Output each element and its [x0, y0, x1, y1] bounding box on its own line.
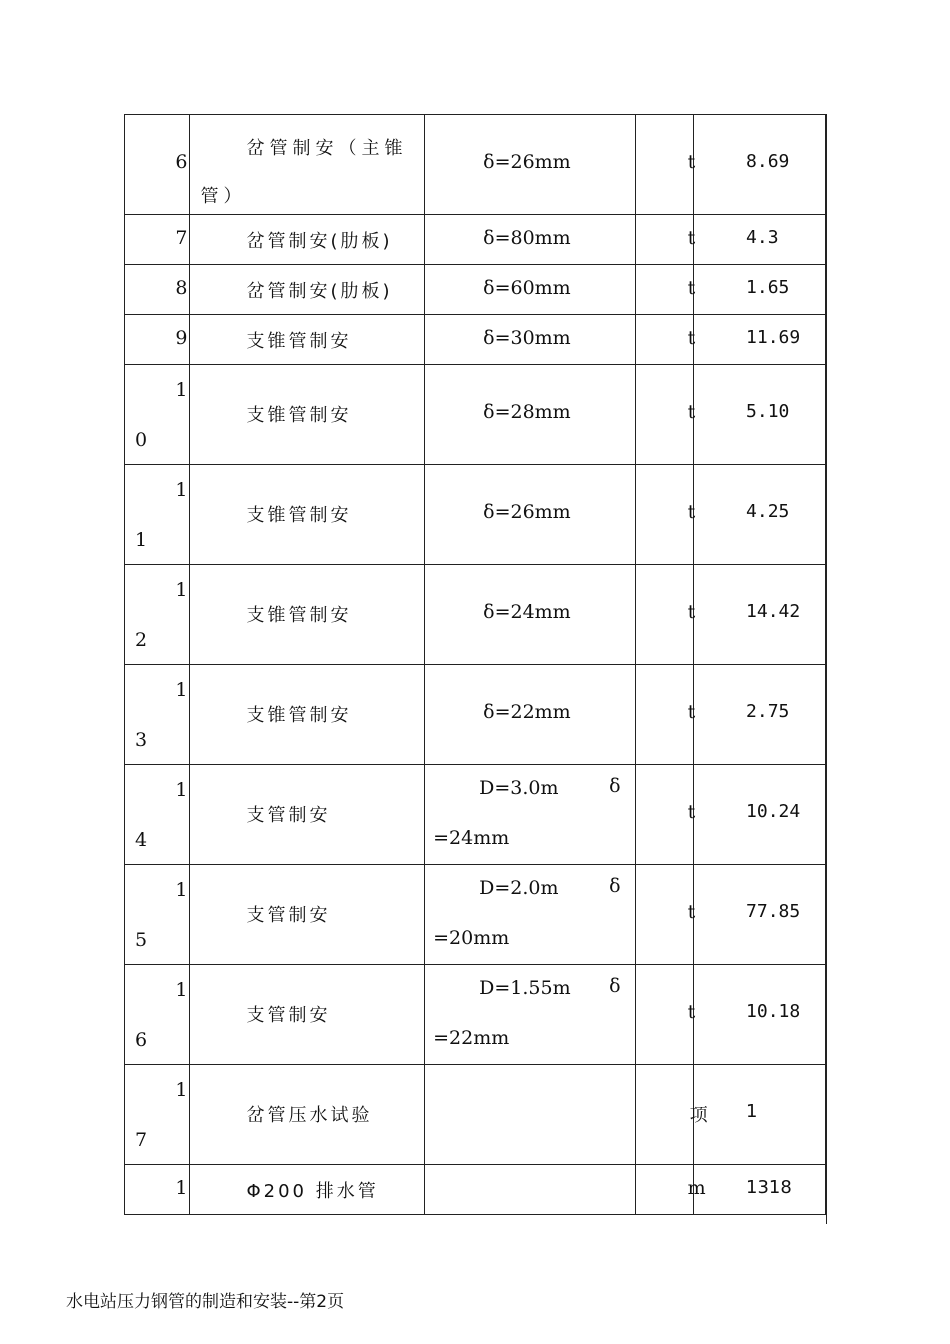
item-value: 14.42 [746, 601, 801, 622]
item-number-line1: 1 [175, 1079, 188, 1101]
item-name: 支锥管制安 [246, 705, 352, 726]
item-number-line2: 2 [135, 629, 148, 651]
item-number: 1 [175, 1177, 188, 1199]
item-number-line2: 4 [135, 829, 148, 851]
item-value: 2.75 [746, 701, 790, 722]
item-value: 11.69 [746, 327, 801, 348]
item-name: 岔管制安（主锥管） [200, 138, 408, 207]
item-number-line1: 1 [175, 679, 188, 701]
table-row [125, 965, 826, 1065]
item-spec-thickness: =24mm [433, 827, 510, 849]
item-spec: δ=22mm [483, 701, 571, 723]
item-unit: t [687, 277, 696, 299]
item-spec: δ=28mm [483, 401, 571, 423]
item-value: 4.3 [746, 227, 779, 248]
table-row [125, 1165, 826, 1215]
item-unit: t [687, 801, 696, 823]
item-number: 7 [175, 227, 188, 249]
item-value: 10.24 [746, 801, 801, 822]
item-value: 1.65 [746, 277, 790, 298]
table-row [125, 115, 826, 215]
table-row [125, 215, 826, 265]
page-footer: 水电站压力钢管的制造和安装--第2页 [66, 1292, 345, 1312]
item-spec-delta: δ [609, 775, 621, 797]
item-spec-diameter: D=3.0m [479, 777, 559, 799]
item-value: 1318 [746, 1177, 792, 1198]
item-unit: t [687, 151, 696, 173]
item-spec-diameter: D=1.55m [479, 977, 571, 999]
item-unit: t [687, 501, 696, 523]
table-row [125, 465, 826, 565]
item-number-line1: 1 [175, 879, 188, 901]
item-number: 6 [175, 151, 188, 173]
item-spec-thickness: =22mm [433, 1027, 510, 1049]
item-number: 8 [175, 277, 188, 299]
item-spec: δ=24mm [483, 601, 571, 623]
table-row [125, 315, 826, 365]
item-spec: δ=26mm [483, 501, 571, 523]
item-name: Φ200 排水管 [246, 1181, 379, 1202]
item-name: 岔管制安(肋板) [246, 231, 393, 252]
table-row [125, 665, 826, 765]
item-value: 8.69 [746, 151, 790, 172]
item-number-line1: 1 [175, 479, 188, 501]
table-row [125, 365, 826, 465]
item-number-line2: 5 [135, 929, 148, 951]
item-name: 支管制安 [246, 805, 331, 826]
item-unit: t [687, 401, 696, 423]
table-row [125, 265, 826, 315]
item-number-line1: 1 [175, 979, 188, 1001]
item-unit: t [687, 601, 696, 623]
item-name: 支锥管制安 [246, 331, 352, 352]
item-number-line2: 1 [135, 529, 148, 551]
table-double-border [826, 114, 829, 1224]
item-number-line1: 1 [175, 579, 188, 601]
quantity-table [124, 114, 826, 1215]
item-number-line1: 1 [175, 779, 188, 801]
item-spec: δ=60mm [483, 277, 571, 299]
table-row [125, 765, 826, 865]
item-unit: t [687, 327, 696, 349]
item-spec-diameter: D=2.0m [479, 877, 559, 899]
item-unit: t [687, 901, 696, 923]
item-name: 支锥管制安 [246, 405, 352, 426]
item-spec-thickness: =20mm [433, 927, 510, 949]
item-value: 5.10 [746, 401, 790, 422]
item-spec: δ=80mm [483, 227, 571, 249]
table-row [125, 865, 826, 965]
item-unit: t [687, 701, 696, 723]
item-number-line2: 3 [135, 729, 148, 751]
item-unit: m [687, 1177, 706, 1199]
item-spec-delta: δ [609, 875, 621, 897]
item-name: 支管制安 [246, 1005, 331, 1026]
item-name: 支锥管制安 [246, 505, 352, 526]
item-number-line2: 7 [135, 1129, 148, 1151]
table-row [125, 1065, 826, 1165]
item-unit: 项 [689, 1105, 708, 1126]
item-value: 77.85 [746, 901, 801, 922]
item-spec: δ=30mm [483, 327, 571, 349]
item-spec: δ=26mm [483, 151, 571, 173]
item-number-line2: 6 [135, 1029, 148, 1051]
item-name: 岔管压水试验 [246, 1105, 373, 1126]
item-name: 支锥管制安 [246, 605, 352, 626]
item-number-line1: 1 [175, 379, 188, 401]
item-name: 岔管制安(肋板) [246, 281, 393, 302]
item-unit: t [687, 227, 696, 249]
item-number-line2: 0 [135, 429, 148, 451]
item-name: 支管制安 [246, 905, 331, 926]
item-number: 9 [175, 327, 188, 349]
item-value: 4.25 [746, 501, 790, 522]
item-value: 1 [746, 1101, 758, 1122]
table-row [125, 565, 826, 665]
item-spec-delta: δ [609, 975, 621, 997]
item-value: 10.18 [746, 1001, 801, 1022]
item-unit: t [687, 1001, 696, 1023]
